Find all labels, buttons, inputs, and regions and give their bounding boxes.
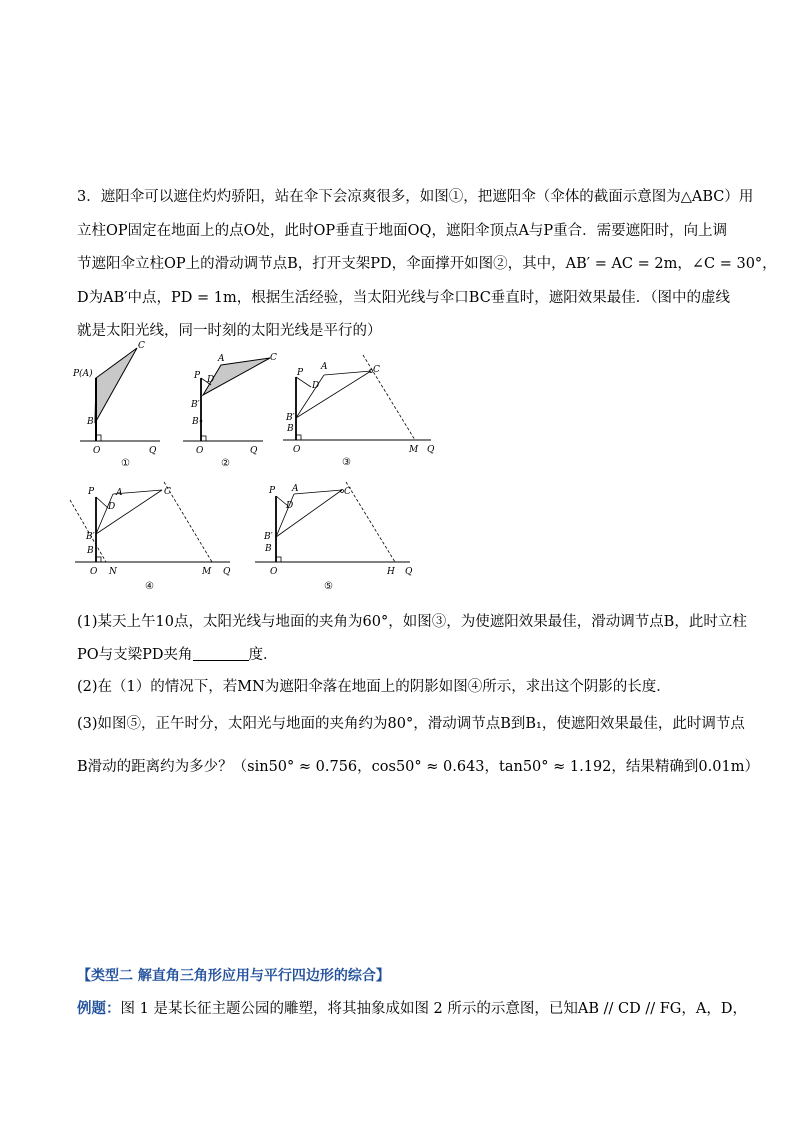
example-line (77, 997, 747, 1018)
problem-line-1: 3．遮阳伞可以遮住灼灼骄阳，站在伞下会凉爽很多，如图①，把遮阳伞（伞体的截面示意图为△ABC）用 (77, 189, 754, 205)
label-a: A (116, 488, 123, 498)
problem-line-4: D为AB′中点，PD = 1m，根据生活经验，当太阳光线与伞口BC垂直时，遮阳效果最佳．（图中的虚线 (77, 290, 731, 306)
caption-4: ④ (145, 581, 154, 592)
label-b: B (87, 546, 94, 556)
example-text: 图 1 是某长征主题公园的雕塑，将其抽象成如图 2 所示的示意图，已知AB // CD // FG，A，D， (120, 1001, 747, 1017)
figure-3 (283, 355, 443, 470)
label-c: C (138, 341, 145, 351)
caption-1: ① (121, 458, 130, 469)
label-p: P (297, 368, 304, 378)
label-m: M (202, 567, 212, 577)
figure-5 (250, 482, 425, 597)
label-o: O (90, 567, 98, 577)
label-p: P (194, 371, 201, 381)
label-d: D (108, 502, 116, 512)
label-b: B (287, 424, 294, 434)
question-1-line-2 (77, 645, 278, 665)
label-b-prime: B′ (191, 400, 200, 410)
label-b: B (87, 417, 94, 427)
label-p: P (88, 487, 95, 497)
problem-line-3: 节遮阳伞立柱OP上的滑动调节点B，打开支架PD，伞面撑开如图②，其中，AB′ = AC = 2m，∠C = 30°， (77, 256, 777, 272)
label-b-prime: B′ (264, 532, 273, 542)
label-a: A (292, 484, 299, 494)
label-m: M (409, 445, 419, 455)
question-2: (2)在（1）的情况下，若MN为遮阳伞落在地面上的阴影如图④所示，求出这个阴影的长度． (77, 679, 671, 695)
label-d: D (312, 381, 320, 391)
label-q: Q (250, 446, 258, 456)
label-b: B (192, 417, 199, 427)
caption-2: ② (221, 458, 230, 469)
label-o: O (293, 445, 301, 455)
label-c: C (270, 353, 277, 363)
label-d: D (286, 501, 294, 511)
label-p: P (269, 486, 276, 496)
example-label: 例题： (77, 1001, 121, 1017)
section-title: 【类型二 解直角三角形应用与平行四边形的综合】 (77, 968, 390, 984)
question-3-line-1: (3)如图⑤，正午时分，太阳光与地面的夹角约为80°，滑动调节点B到B₁，使遮阳效果最佳，此时调节点 (77, 716, 745, 732)
label-b-prime: B′ (86, 532, 95, 542)
label-a: A (218, 354, 225, 364)
label-o: O (196, 446, 204, 456)
problem-line-5: 就是太阳光线，同一时刻的太阳光线是平行的） (77, 323, 382, 339)
figure-4 (70, 482, 245, 597)
label-a: A (321, 362, 328, 372)
figure-2 (178, 348, 278, 473)
figure-1 (70, 338, 170, 473)
problem-line-2: 立柱OP固定在地面上的点O处，此时OP垂直于地面OQ，遮阳伞顶点A与P重合．需要遮阳时，向上调 (77, 223, 728, 239)
label-p-a: P(A) (73, 369, 93, 379)
question-3-line-2: B滑动的距离约为多少？（sin50° ≈ 0.756，cos50° ≈ 0.643，tan50° ≈ 1.192，结果精确到0.01m） (77, 759, 759, 775)
label-b: B (265, 544, 272, 554)
label-q: Q (427, 445, 435, 455)
label-d: D (207, 375, 215, 385)
question-1-pre: PO与支梁PD夹角 (77, 647, 193, 663)
label-c: C (344, 487, 351, 497)
label-q: Q (405, 567, 413, 577)
label-h: H (387, 567, 395, 577)
label-b-prime: B′ (286, 413, 295, 423)
label-c: C (164, 487, 171, 497)
caption-3: ③ (342, 457, 351, 468)
caption-5: ⑤ (324, 581, 333, 592)
question-1-line-1: (1)某天上午10点，太阳光线与地面的夹角为60°，如图③，为使遮阳效果最佳，滑动调节点B，此时立柱 (77, 614, 747, 630)
label-o: O (93, 446, 101, 456)
question-1-post: 度． (248, 647, 278, 663)
label-q: Q (223, 567, 231, 577)
label-n: N (109, 567, 117, 577)
answer-blank[interactable] (193, 646, 249, 661)
label-q: Q (149, 446, 157, 456)
label-o: O (270, 567, 278, 577)
label-c: C (373, 365, 380, 375)
